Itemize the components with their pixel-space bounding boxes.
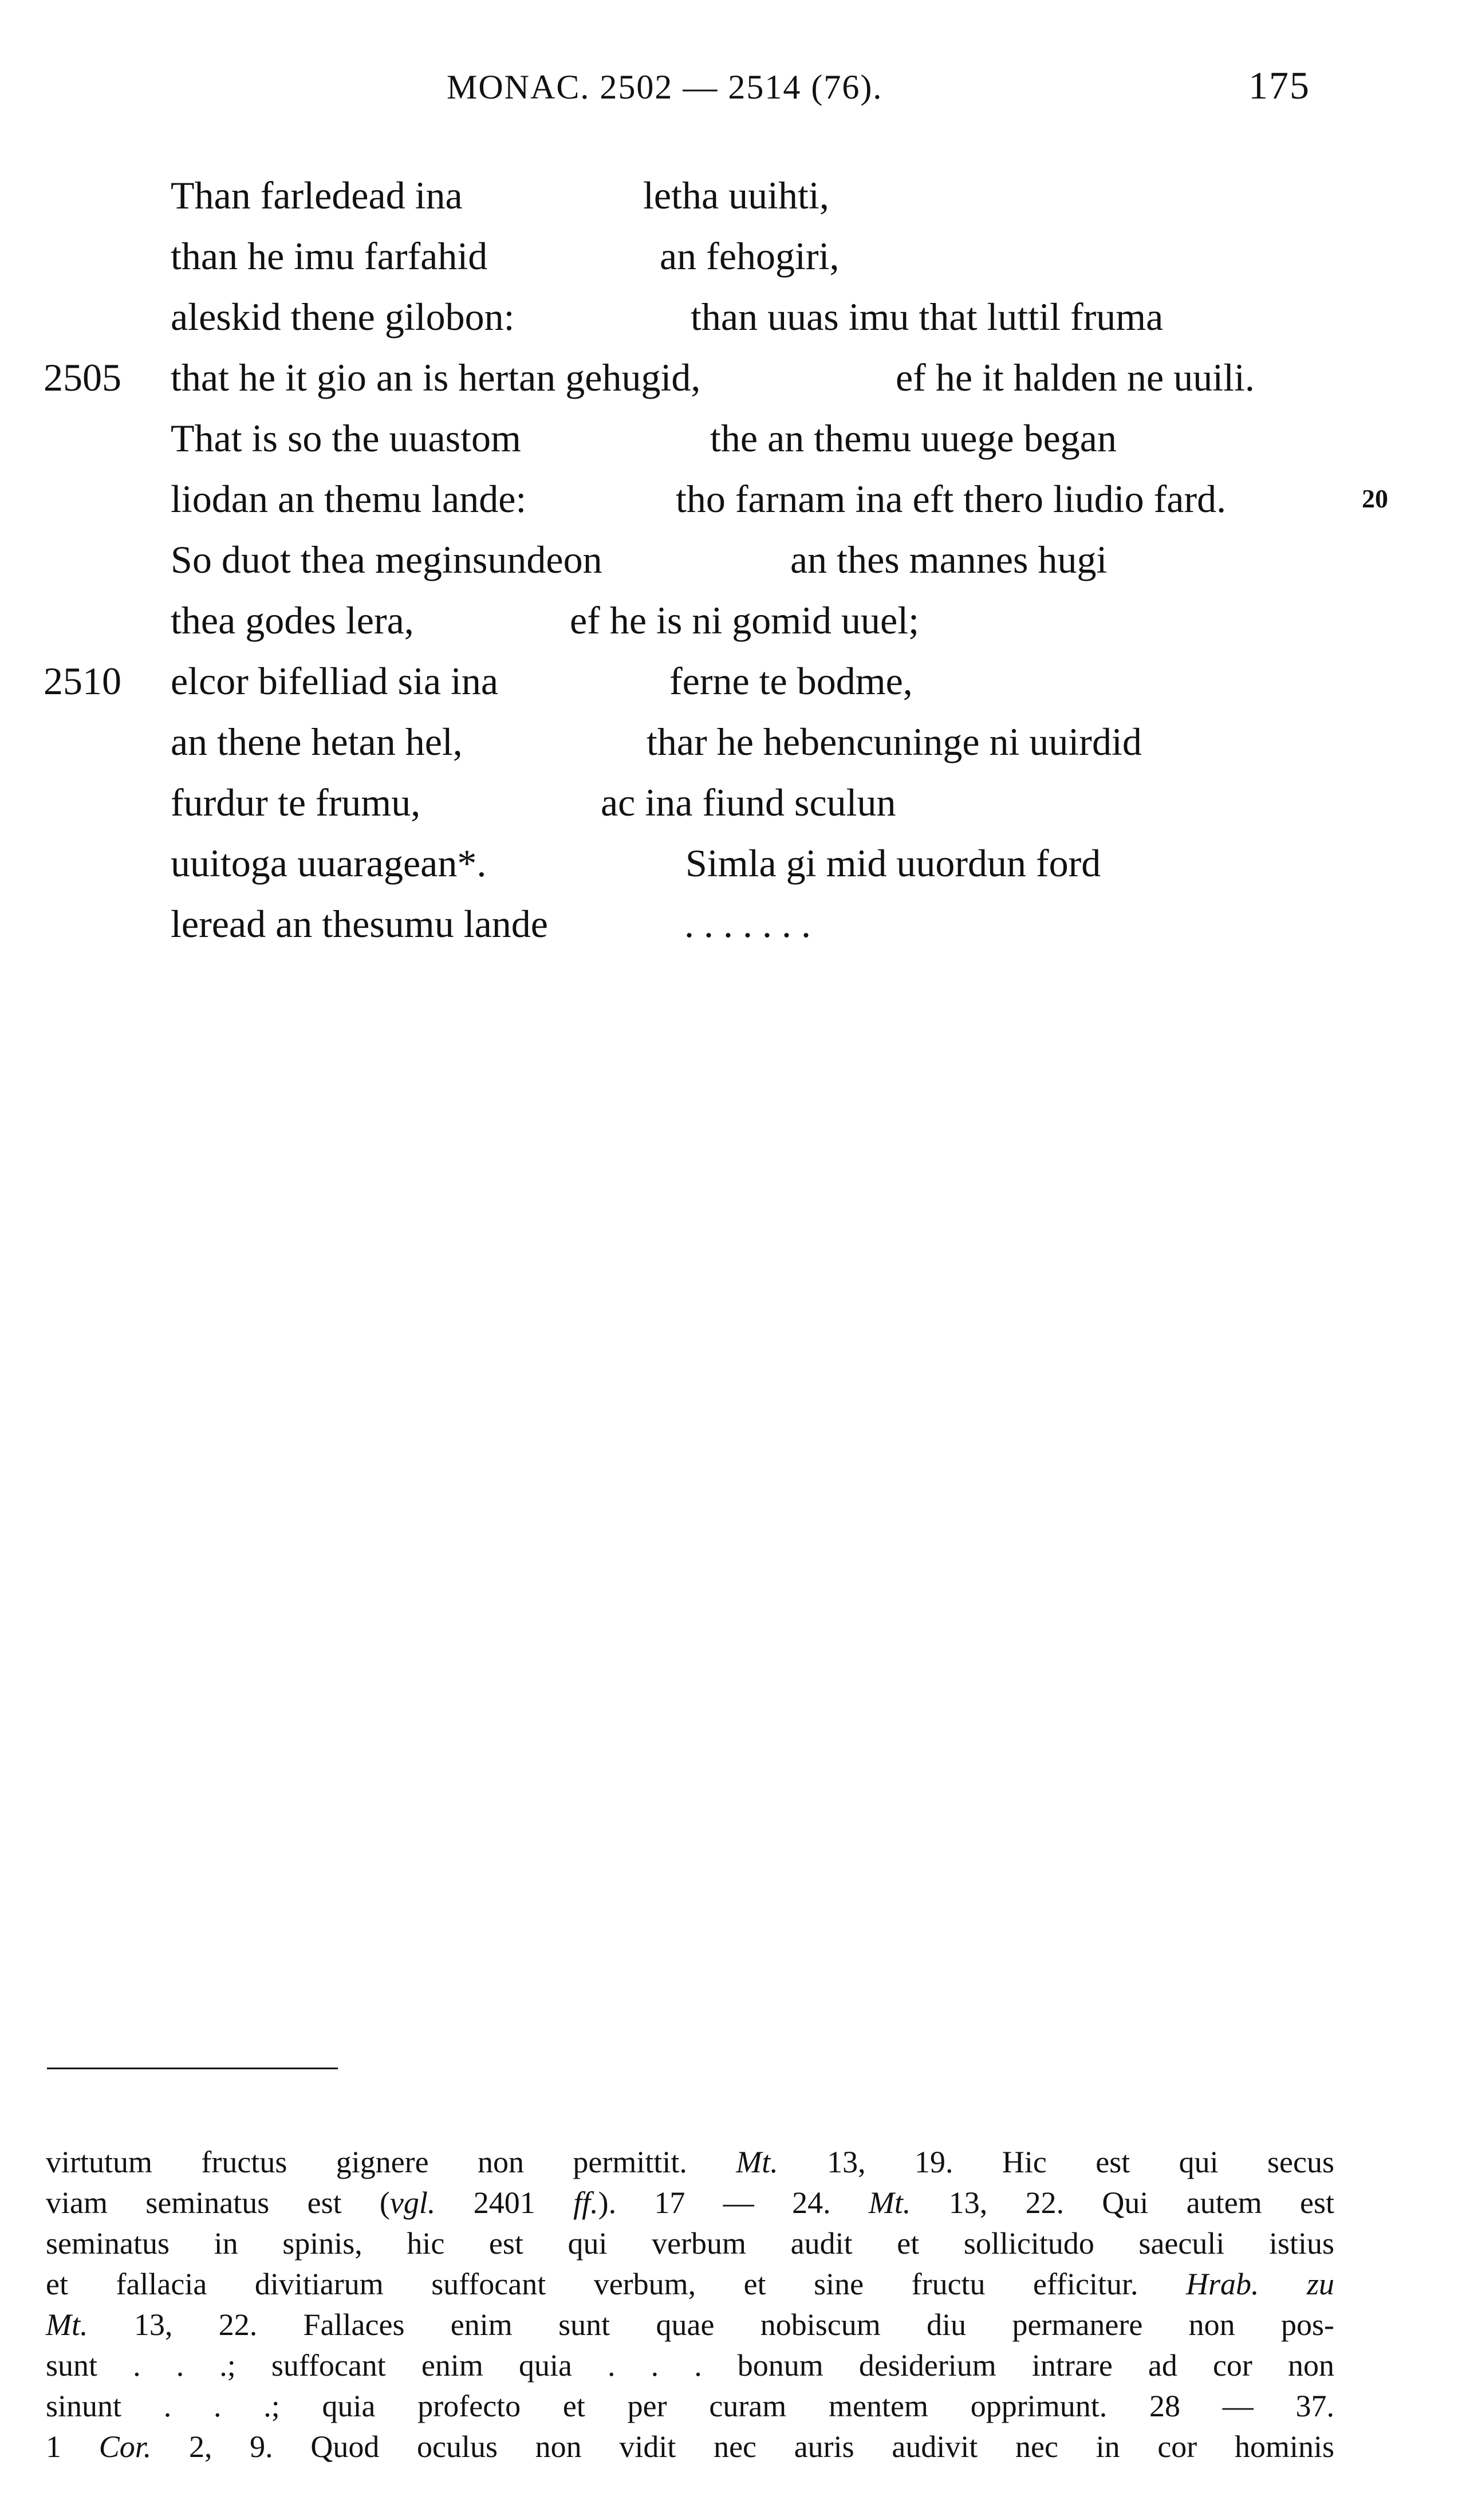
verse-first-half: liodan an themu lande:: [171, 477, 527, 521]
verse-first-half: furdur te frumu,: [171, 781, 421, 824]
verse-first-half: Than farledead ina: [171, 174, 463, 217]
footnote-text: sinunt . . .; quia profecto et per curam mentem opprimunt. 28 — 37.: [46, 2389, 1334, 2423]
footnote-italic-ref: vgl.: [389, 2186, 436, 2220]
footnote-rule: [47, 2068, 338, 2069]
footnote-text: et fallacia divitiarum suffocant verbum, et sine fructu efficitur.: [46, 2267, 1186, 2301]
footnote-italic-ref: Mt.: [868, 2186, 911, 2220]
footnote-line: [46, 2183, 1334, 2223]
verse-second-half: ef he is ni gomid uuel;: [570, 598, 920, 642]
verse-first-half: So duot thea meginsundeon: [171, 538, 602, 581]
footnote-text: virtutum fructus gignere non permittit.: [46, 2145, 736, 2179]
verse-line: [0, 226, 1466, 286]
verse-second-half: ferne te bodme,: [669, 659, 913, 703]
footnote-line: [46, 2427, 1334, 2467]
footnote-text: 13, 19. Hic est qui secus: [778, 2145, 1334, 2179]
verse-first-half: that he it gio an is hertan gehugid,: [171, 356, 701, 399]
footnote-italic-ref: Mt.: [46, 2308, 88, 2342]
footnote-line: [46, 2142, 1334, 2183]
verse-line: [0, 590, 1466, 651]
margin-number: 20: [1362, 484, 1388, 513]
verse-line: [0, 286, 1466, 347]
footnote-line: [46, 2223, 1334, 2264]
footnote-text: 13, 22. Qui autem est: [911, 2186, 1335, 2220]
verse-first-half: thea godes lera,: [171, 598, 414, 642]
verse-line: [0, 408, 1466, 468]
running-title: MONAC. 2502 — 2514 (76).: [447, 68, 883, 106]
verse-second-half: ef he it halden ne uuili.: [896, 356, 1255, 399]
verse-line: [0, 165, 1466, 226]
footnote-text: viam seminatus est (: [46, 2186, 390, 2220]
verse-line: [0, 651, 1466, 711]
verse-first-half: an thene hetan hel,: [171, 720, 463, 763]
footnote-line: [46, 2305, 1334, 2345]
verse-second-half: thar he hebencuninge ni uuirdid: [647, 720, 1142, 763]
footnote-line: [46, 2345, 1334, 2386]
verse-first-half: aleskid thene gilobon:: [171, 295, 515, 338]
verse-first-half: uuitoga uuaragean*.: [171, 841, 487, 885]
footnote-text: 13, 22. Fallaces enim sunt quae nobiscum diu permanere non pos-: [88, 2308, 1334, 2342]
verse-first-half: That is so the uuastom: [171, 416, 521, 460]
verse-line: [0, 468, 1466, 529]
footnote-line: [46, 2386, 1334, 2427]
verse-line: [0, 833, 1466, 893]
line-number: 2505: [44, 356, 121, 399]
footnote-text: 2, 9. Quod oculus non vidit nec auris audivit nec in cor hominis: [151, 2430, 1334, 2464]
footnote-italic-ref: ff.: [573, 2186, 598, 2220]
verse-line: [0, 347, 1466, 408]
footnote-text: sunt . . .; suffocant enim quia . . . bonum desiderium intrare ad cor non: [46, 2348, 1334, 2383]
verse-second-half: tho farnam ina eft thero liudio fard.: [676, 477, 1227, 521]
footnote-line: [46, 2264, 1334, 2305]
verse-first-half: leread an thesumu lande: [171, 902, 548, 946]
verse-line: [0, 893, 1466, 954]
verse-line: [0, 529, 1466, 590]
verse-second-half: Simla gi mid uuordun ford: [685, 841, 1101, 885]
verse-second-half: letha uuihti,: [643, 174, 829, 217]
footnote-text: 1: [46, 2430, 99, 2464]
footnote-text: 2401: [435, 2186, 574, 2220]
verse-line: [0, 772, 1466, 833]
verse-second-half: an thes mannes hugi: [790, 538, 1108, 581]
footnote-italic-ref: Mt.: [736, 2145, 778, 2179]
verse-first-half: than he imu farfahid: [171, 234, 488, 278]
footnote-italic-ref: Hrab. zu: [1185, 2267, 1334, 2301]
footnote-italic-ref: Cor.: [98, 2430, 152, 2464]
verse-line: [0, 711, 1466, 772]
verse-first-half: elcor bifelliad sia ina: [171, 659, 499, 703]
page-number: 175: [1248, 64, 1310, 107]
footnote-text: seminatus in spinis, hic est qui verbum audit et sollicitudo saeculi istius: [46, 2226, 1334, 2261]
verse-second-half: . . . . . . .: [684, 902, 811, 946]
verse-second-half: an fehogiri,: [660, 234, 840, 278]
verse-second-half: the an themu uuege began: [710, 416, 1117, 460]
line-number: 2510: [44, 659, 121, 703]
footnote-text: ). 17 — 24.: [598, 2186, 869, 2220]
verse-second-half: than uuas imu that luttil fruma: [691, 295, 1164, 338]
verse-second-half: ac ina fiund sculun: [601, 781, 896, 824]
